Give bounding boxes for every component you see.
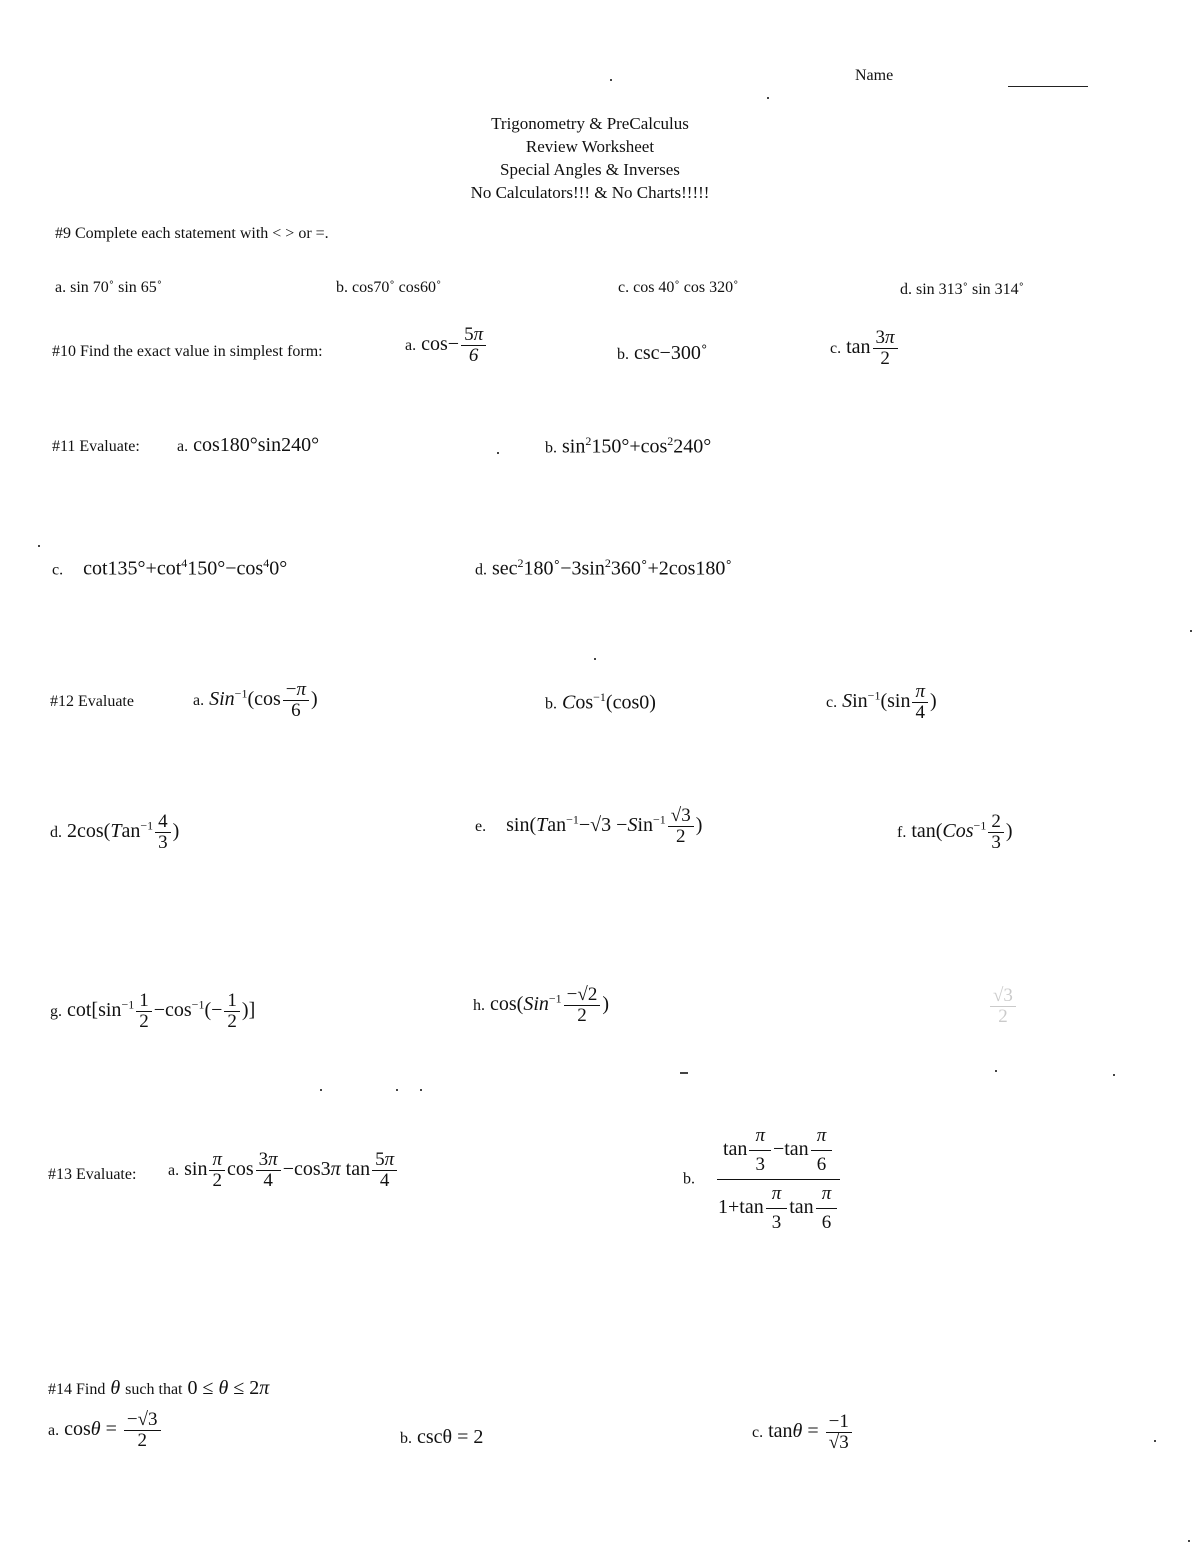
fraction-5pi-over-4: $\frac{5\pi}{4}$ (372, 1150, 397, 1191)
fraction-root3-over-2-faded: $\frac{√3}{2}$ (990, 986, 1016, 1027)
q10-prompt: #10 Find the exact value in simplest form: (52, 343, 323, 360)
q12-g: g. $\cot[\sin^{-1}$ $\frac{1}{2}$ $-\cos^{-1}(-$ $\frac{1}{2}$ )] (50, 990, 256, 1032)
q11-a (177, 434, 319, 457)
q12-prompt: #12 Evaluate (50, 693, 134, 710)
q12-b-label: b. (545, 695, 557, 713)
scan-speck (1190, 630, 1192, 632)
q12-h: h. cos(Sin$^{-1}$ $\frac{-√2}{2}$ ) (473, 984, 609, 1026)
name-label: Name (855, 67, 894, 84)
fraction-3pi-over-4: $\frac{3\pi}{4}$ (256, 1150, 281, 1191)
scan-speck (610, 79, 612, 81)
q9-b: b. cos70˚ cos60˚ (336, 279, 442, 296)
q13-a: a. sin $\frac{\pi}{2}$ cos $\frac{3\pi}{4}$ −cos3π tan $\frac{5\pi}{4}$ (168, 1150, 399, 1191)
scan-speck (1188, 1540, 1190, 1542)
q12-c-label: c. (826, 694, 838, 712)
scan-speck (38, 545, 40, 547)
title-line-4: No Calculators!!! & No Charts!!!!! (470, 183, 710, 202)
fraction-2-over-3: $\frac{2}{3}$ (988, 812, 1004, 853)
q12-e-label: e. (475, 818, 487, 836)
q11-b: b. $\sin^2150^\circ+\cos^2240^\circ$ (545, 434, 712, 458)
q13-prompt: #13 Evaluate: (48, 1166, 137, 1183)
q14-prompt-mid: such that (125, 1381, 183, 1398)
q12-f: f. tan(Cos$^{-1}$ $\frac{2}{3}$ ) (897, 811, 1013, 853)
q14-b-label: b. (400, 1430, 412, 1447)
q13-a-label: a. (168, 1162, 180, 1180)
q10-c-label: c. (830, 340, 842, 358)
q12-f-label: f. (897, 824, 907, 842)
scan-speck (594, 658, 596, 660)
q11-d-label: d. (475, 561, 487, 579)
fraction-root3-over-2: $\frac{√3}{2}$ (668, 806, 694, 847)
q9-prompt: #9 Complete each statement with < > or =. (55, 225, 329, 242)
scan-speck (497, 452, 499, 454)
fraction-4-over-3: $\frac{4}{3}$ (155, 812, 171, 853)
q12-b: b. Cos$^{-1}$(cos0) (545, 690, 656, 714)
name-line (1008, 86, 1088, 87)
fraction-3pi-over-2: $\frac{3\pi}{2}$ (873, 328, 898, 369)
q14-c-label: c. (752, 1424, 764, 1442)
q9-d: d. sin 313˚ sin 314˚ (900, 281, 1024, 298)
q14-c: c. tanθ = $\frac{-1}{√3}$ (752, 1412, 854, 1453)
scan-speck (767, 97, 769, 99)
q14-prompt-prefix: #14 Find (48, 1381, 106, 1398)
q14-b (400, 1426, 483, 1449)
q14-a: a. cosθ = $\frac{-√3}{2}$ (48, 1410, 163, 1451)
fraction-neg-pi-over-6: $\frac{-\pi}{6}$ (283, 680, 309, 721)
q11-c: c. $\cot 135^\circ+\cot^4150^\circ-\cos^40^\circ$ (52, 556, 288, 580)
q10-b-label: b. (617, 346, 629, 363)
scan-speck (420, 1089, 422, 1091)
q11-prompt: #11 Evaluate: (52, 438, 140, 455)
q10-a-label: a. (405, 337, 417, 355)
scan-speck (1113, 1074, 1115, 1076)
q12-i-faded (900, 986, 1018, 1027)
scan-speck (396, 1089, 398, 1091)
q10-b (617, 342, 707, 365)
scan-speck (680, 1072, 688, 1074)
q10-c: c. tan $\frac{3\pi}{2}$ (830, 328, 900, 369)
title-line-2: Review Worksheet (525, 137, 655, 156)
fraction-neg-root2-over-2: $\frac{-√2}{2}$ (564, 985, 601, 1026)
q9-a: a. sin 70˚ sin 65˚ (55, 279, 163, 296)
q13-b (683, 1126, 845, 1233)
title-line-3: Special Angles & Inverses (500, 160, 680, 179)
scan-speck (995, 1070, 997, 1072)
q11-a-label: a. (177, 438, 189, 455)
q12-e: e. sin(Tan$^{-1}$−√3 −Sin$^{-1}$ $\frac{√3}{2}$ ) (475, 805, 703, 847)
q12-g-label: g. (50, 1003, 62, 1021)
q14-b-expr: cscθ = 2 (417, 1426, 484, 1448)
scan-speck (1154, 1440, 1156, 1442)
q10-b-expr: csc−300˚ (634, 342, 708, 364)
q12-d-label: d. (50, 824, 62, 842)
fraction-1-over-2-b: $\frac{1}{2}$ (224, 991, 240, 1032)
fraction-pi-over-2: $\frac{\pi}{2}$ (209, 1150, 225, 1191)
fraction-neg-1-over-root3: $\frac{-1}{√3}$ (826, 1412, 852, 1453)
compound-fraction-tan-difference: tan $\frac{\pi}{3}$ −tan $\frac{\pi}{6}$ 1+tan $\frac{\pi}{3}$ tan $\frac{\pi}{6}$ (712, 1126, 845, 1233)
q12-d: d. 2cos(Tan$^{-1}$ $\frac{4}{3}$ ) (50, 811, 180, 853)
q12-c: c. Sin$^{-1}$(sin $\frac{\pi}{4}$ ) (826, 681, 937, 723)
q14-a-label: a. (48, 1422, 60, 1440)
q12-h-label: h. (473, 997, 485, 1015)
fraction-pi-over-4: $\frac{\pi}{4}$ (912, 682, 928, 723)
q11-b-label: b. (545, 439, 557, 457)
q12-a-label: a. (193, 692, 205, 710)
q11-d: d. $\sec^2180˚-3\sin^2360˚+2\cos 180˚$ (475, 556, 733, 580)
q11-c-label: c. (52, 561, 64, 579)
q14-prompt: #14 Find θ such that 0 ≤ θ ≤ 2π (48, 1377, 270, 1399)
fraction-neg-root3-over-2: $\frac{-√3}{2}$ (124, 1410, 161, 1451)
q9-c: c. cos 40˚ cos 320˚ (618, 279, 739, 296)
fraction-1-over-2: $\frac{1}{2}$ (136, 991, 152, 1032)
q12-a: a. Sin$^{-1}$(cos $\frac{-\pi}{6}$ ) (193, 679, 318, 721)
q13-b-label: b. (683, 1170, 695, 1188)
fraction-5pi-over-6: $\frac{5\pi}{6}$ (461, 325, 486, 366)
title-line-1: Trigonometry & PreCalculus (491, 114, 689, 133)
q10-a: a. cos− $\frac{5\pi}{6}$ (405, 325, 488, 366)
scan-speck (320, 1089, 322, 1091)
q11-a-expr: cos180°sin240° (193, 434, 320, 456)
